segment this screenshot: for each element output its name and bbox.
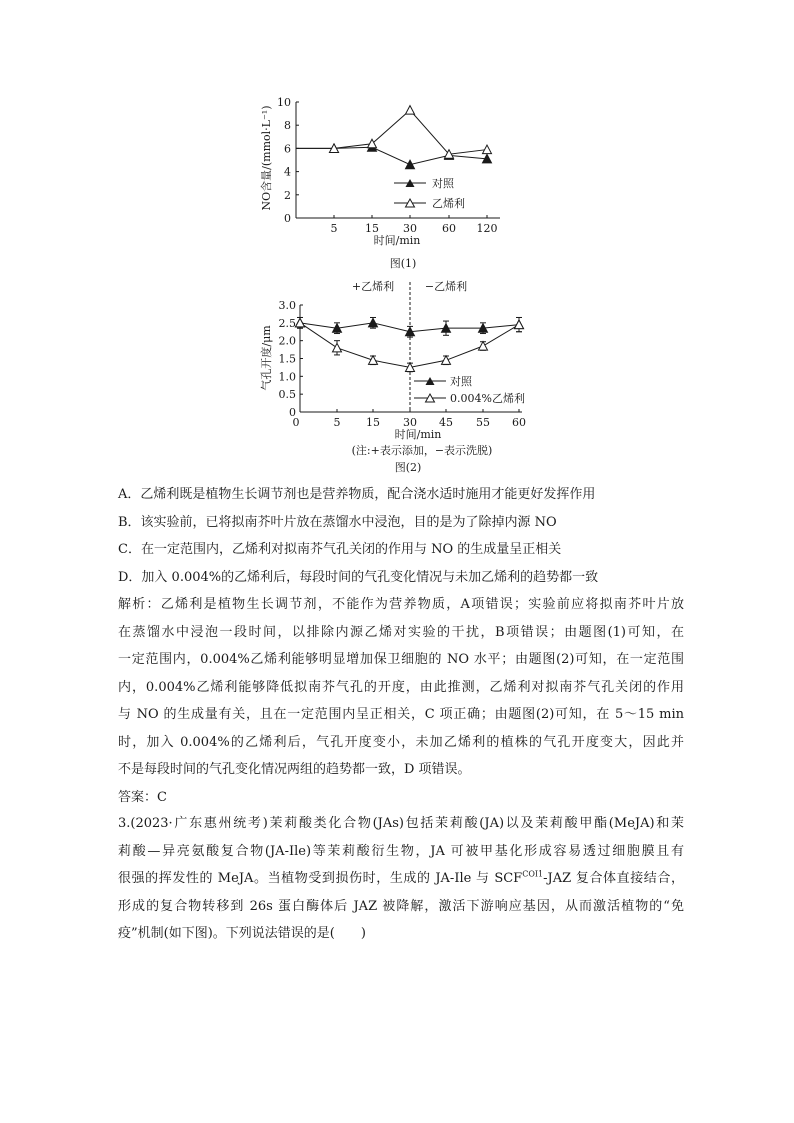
ethephon-point xyxy=(515,320,524,329)
x-tick-label: 55 xyxy=(476,416,490,429)
analysis-line: 在蒸馏水中浸泡一段时间，以排除内源乙烯对实验的干扰，B项错误；由题图(1)可知，在 xyxy=(118,624,684,640)
question-3-text: 很强的挥发性的 MeJA。当植物受到损伤时，生成的 JA-Ile 与 SCF xyxy=(118,871,523,886)
analysis-line: 内，0.004%乙烯利能够降低拟南芥气孔的开度，由此推测，乙烯利对拟南芥气孔关闭的作用 xyxy=(118,679,684,695)
analysis-section xyxy=(118,591,684,811)
y-tick-label: 2.0 xyxy=(278,334,296,348)
y-tick-label: 0 xyxy=(284,212,291,225)
question-3-line: 3.(2023·广东惠州统考)茉莉酸类化合物(JAs)包括茉莉酸(JA)以及茉莉酸甲酯(MeJA)和茉 xyxy=(118,816,684,831)
y-tick-label: 0 xyxy=(289,406,296,419)
x-tick-label: 5 xyxy=(330,222,338,235)
answer-line xyxy=(118,784,684,812)
fig2-add-label: +乙烯利 xyxy=(351,280,395,293)
answer-options xyxy=(118,481,684,591)
analysis-line: 不是每段时间的气孔变化情况两组的趋势都一致，D 项错误。 xyxy=(118,762,471,777)
option-d: D．加入 0.004%的乙烯利后，每段时间的气孔变化情况与未加乙烯利的趋势都一致 xyxy=(118,569,599,585)
question-3-line xyxy=(118,865,684,893)
option-b: B．该实验前，已将拟南芥叶片放在蒸馏水中浸泡，目的是为了除掉内源 NO xyxy=(118,514,557,530)
control-point xyxy=(369,318,378,327)
y-tick-label: 6 xyxy=(284,142,291,156)
fig2-remove-label: −乙烯利 xyxy=(424,280,468,293)
fig1-legend-control: 对照 xyxy=(432,177,454,190)
y-tick-label: 1.0 xyxy=(278,370,296,384)
figure-2-chart xyxy=(0,0,794,480)
fig2-legend xyxy=(414,374,525,405)
y-tick-label: 0.5 xyxy=(278,388,296,402)
ethephon-point xyxy=(333,343,342,352)
question-3-line: 疫”机制(如下图)。下列说法错误的是( ) xyxy=(118,926,366,941)
question-3-line: 莉酸—异亮氨酸复合物(JA-Ile)等茉莉酸衍生物，JA 可被甲基化形成容易透过细胞膜且有 xyxy=(118,843,684,859)
x-tick-label: 45 xyxy=(439,416,453,429)
fig2-legend-control: 对照 xyxy=(450,375,472,388)
ethephon-point xyxy=(479,342,488,351)
ethephon-point xyxy=(442,356,451,365)
x-tick-label: 60 xyxy=(512,416,526,429)
y-tick-label: 8 xyxy=(284,119,291,133)
fig2-note: (注:+表示添加，−表示洗脱) xyxy=(351,444,493,457)
question-3-line: 形成的复合物转移到 26s 蛋白酶体后 JAZ 被降解，激活下游响应基因，从而激活植物的“免 xyxy=(118,898,684,914)
answer-value: C xyxy=(157,789,167,805)
option-a: A．乙烯利既是植物生长调节剂也是营养物质，配合浇水适时施用才能更好发挥作用 xyxy=(118,487,596,502)
y-tick-label: 2.5 xyxy=(278,316,296,330)
fig2-ylabel: 气孔开度/μm xyxy=(260,325,273,391)
fig1-legend-ethephon: 乙烯利 xyxy=(432,197,465,210)
y-tick-label: 2 xyxy=(284,188,291,202)
ethephon-point xyxy=(369,356,378,365)
answer-label: 答案： xyxy=(118,789,158,805)
x-tick-label: 5 xyxy=(333,416,341,429)
analysis-line: 与 NO 的生成量有关，且在一定范围内呈正相关，C 项正确；由题图(2)可知，在 5～15 min xyxy=(118,707,684,722)
analysis-line: 乙烯利是植物生长调节剂，不能作为营养物质，A项错误；实验前应将拟南芥叶片放 xyxy=(160,597,684,612)
question-3 xyxy=(118,810,684,948)
figure-1-caption: 图(1) xyxy=(389,257,417,270)
x-tick-label: 60 xyxy=(442,222,456,235)
fig1-xlabel: 时间/min xyxy=(373,234,421,247)
fig2-xlabel: 时间/min xyxy=(394,428,442,441)
x-tick-label: 30 xyxy=(403,416,417,429)
y-tick-label: 1.5 xyxy=(278,352,296,366)
option-c: C．在一定范围内，乙烯利对拟南芥气孔关闭的作用与 NO 的生成量呈正相关 xyxy=(118,542,562,557)
fig2-legend-ethephon: 0.004%乙烯利 xyxy=(450,392,525,405)
x-tick-label: 15 xyxy=(366,416,380,429)
fig1-ylabel: NO含量/(mmol·L⁻¹) xyxy=(260,105,273,211)
analysis-label: 解析： xyxy=(118,597,161,612)
y-tick-label: 4 xyxy=(284,165,291,179)
analysis-line: 一定范围内，0.004%乙烯利能够明显增加保卫细胞的 NO 水平；由题图(2)可知，在一定范围 xyxy=(118,652,684,667)
y-tick-label: 10 xyxy=(277,96,291,109)
question-3-text: -JAZ 复合体直接结合， xyxy=(543,871,684,886)
question-3-superscript: COI1 xyxy=(522,869,544,879)
x-tick-label: 120 xyxy=(476,222,498,235)
ethephon-point xyxy=(296,318,305,327)
x-tick-label: 0 xyxy=(292,416,300,429)
x-tick-label: 15 xyxy=(365,222,379,235)
y-tick-label: 3.0 xyxy=(278,299,296,312)
x-tick-label: 30 xyxy=(403,222,417,235)
figure-2-caption: 图(2) xyxy=(394,461,422,474)
analysis-line: 时，加入 0.004%的乙烯利后，气孔开度变小，未加乙烯利的植株的气孔开度变大，因此并 xyxy=(118,734,684,750)
